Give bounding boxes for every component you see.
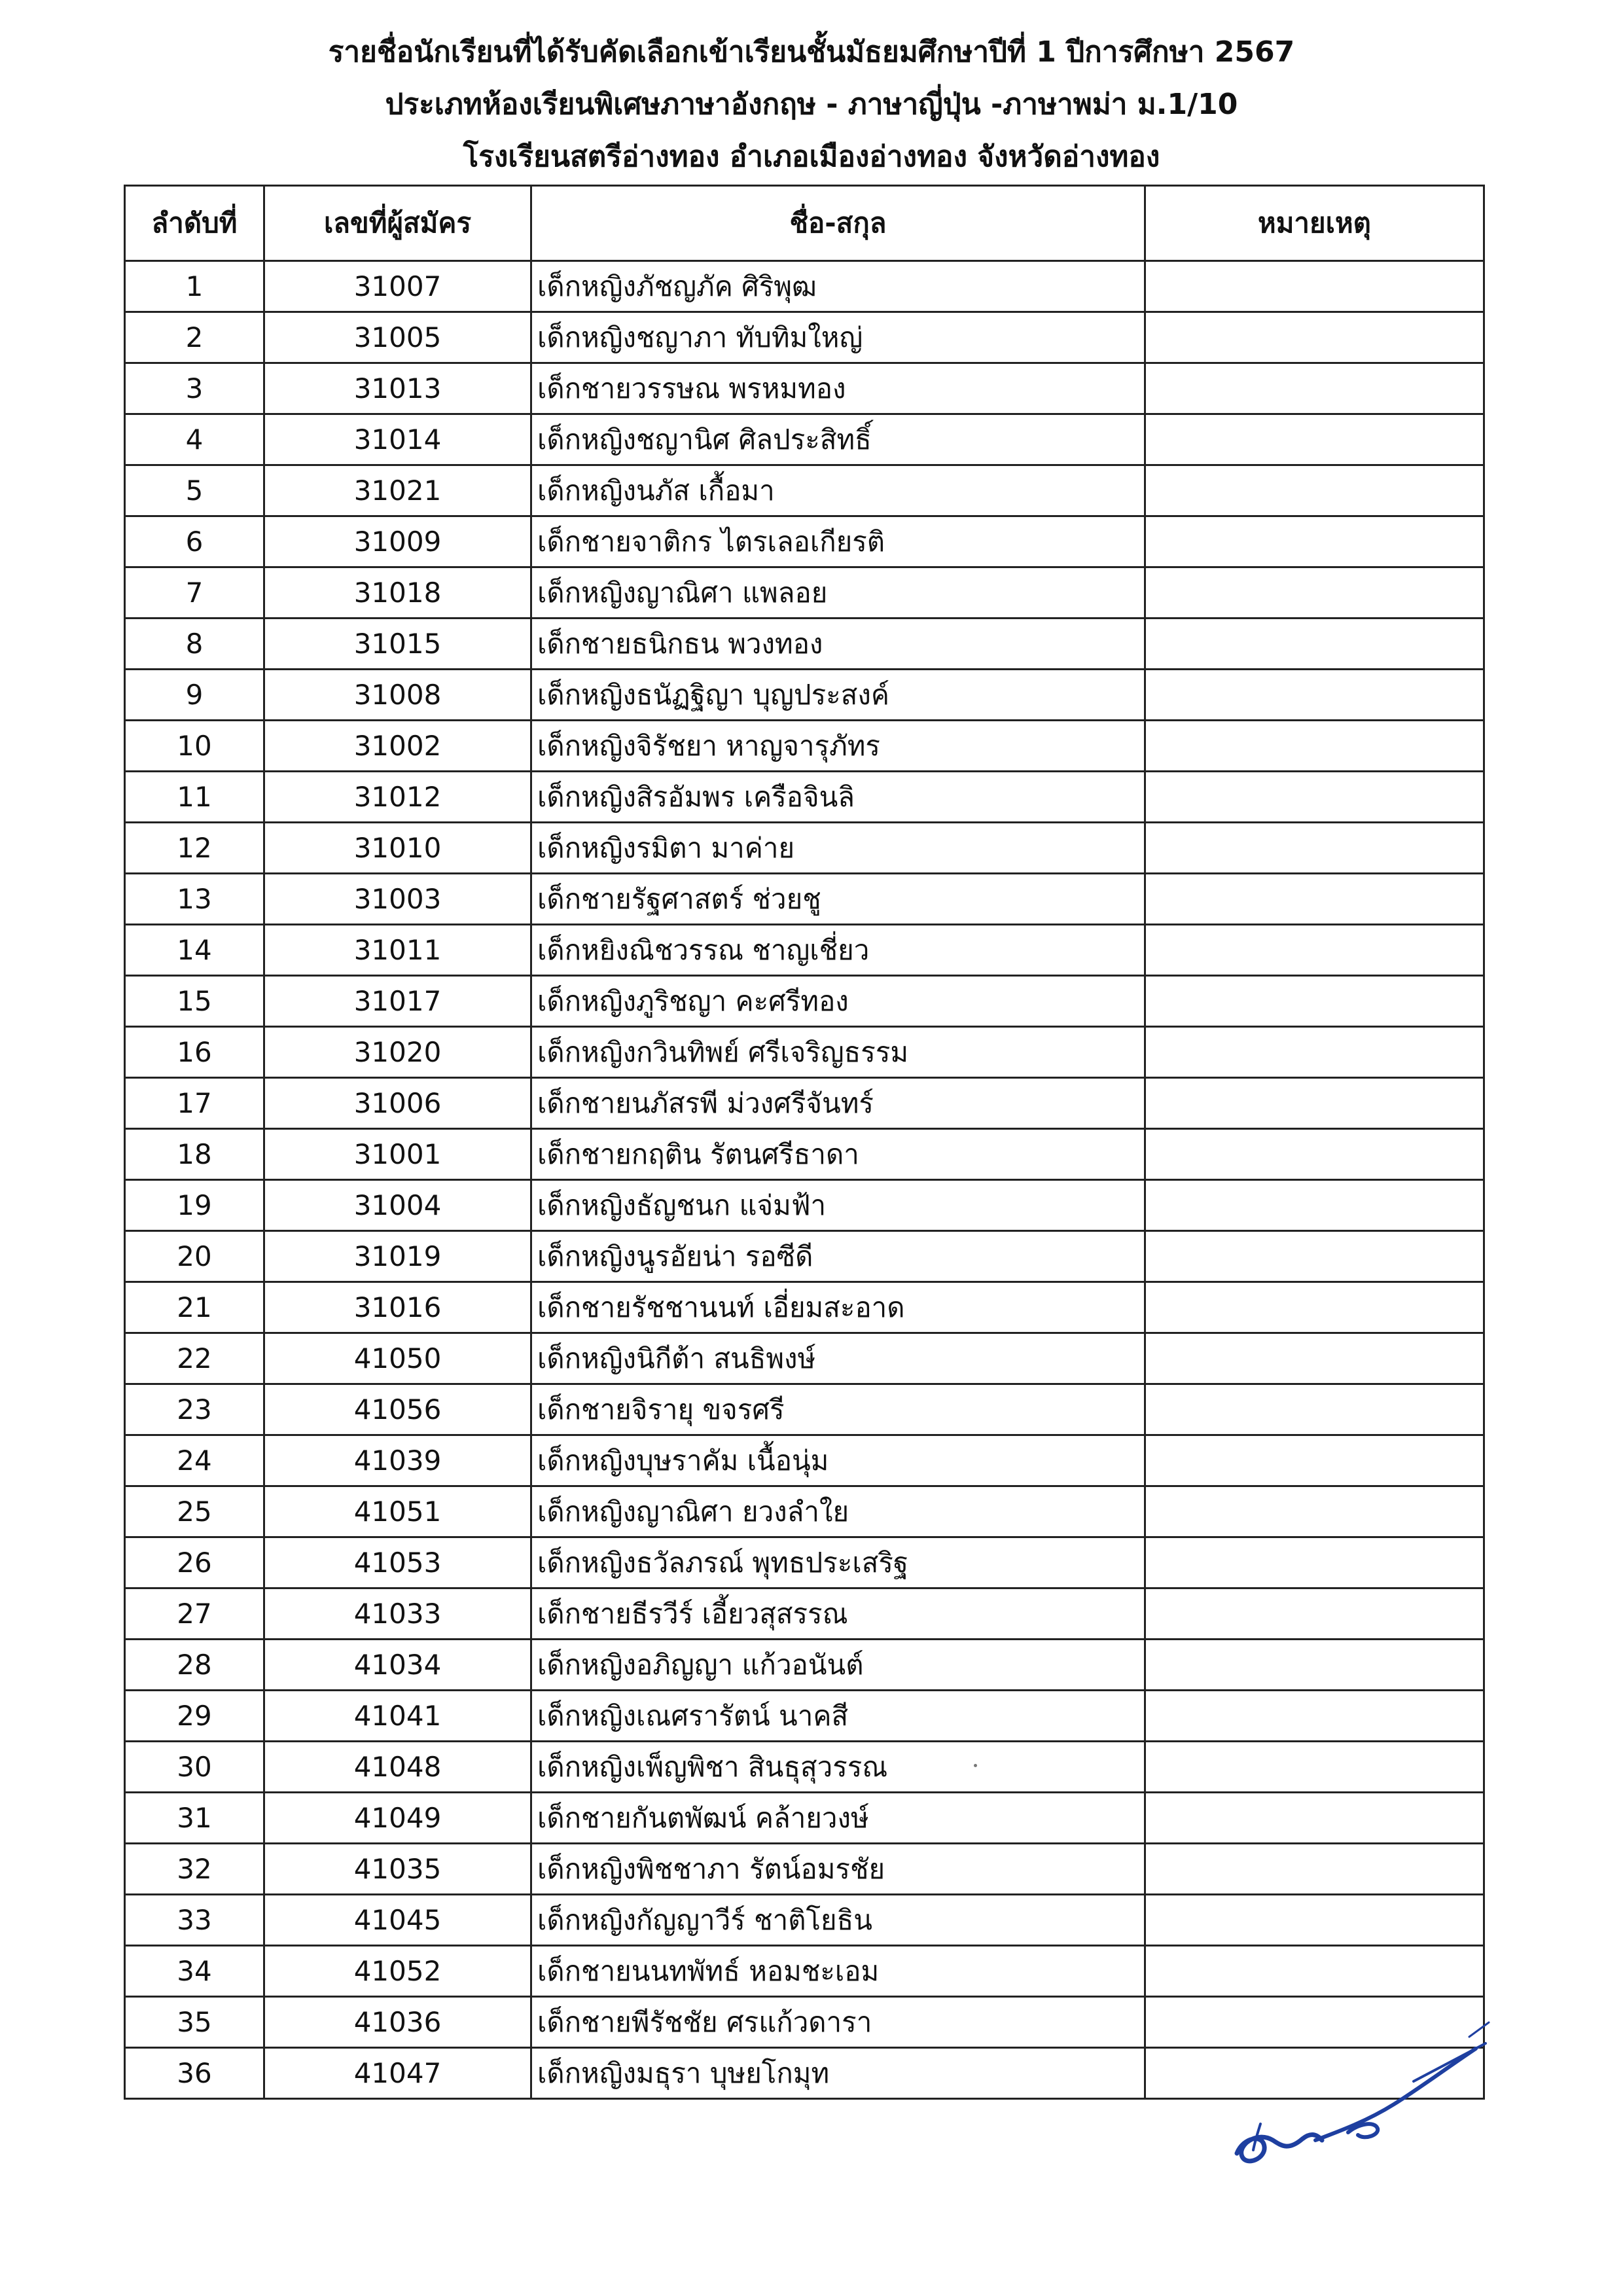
cell-full-name: เด็กชายจาติกร ไตรเลอเกียรติ (531, 516, 1145, 567)
cell-full-name: เด็กหญิงกวินทิพย์ ศรีเจริญธรรม (531, 1027, 1145, 1078)
cell-remarks (1145, 465, 1484, 516)
cell-applicant-number: 31002 (264, 721, 531, 772)
table-row (125, 721, 1484, 772)
cell-order: 9 (125, 670, 264, 721)
cell-remarks (1145, 1129, 1484, 1180)
cell-applicant-number: 31009 (264, 516, 531, 567)
cell-order: 35 (125, 1997, 264, 2048)
cell-remarks (1145, 1078, 1484, 1129)
cell-order: 6 (125, 516, 264, 567)
cell-full-name: เด็กหญิงนภัส เกื้อมา (531, 465, 1145, 516)
cell-full-name: เด็กหญิงพิชชาภา รัตน์อมรชัย (531, 1844, 1145, 1895)
cell-full-name: เด็กชายนนทพัทธ์ หอมชะเอม (531, 1946, 1145, 1997)
cell-full-name: เด็กหญิงธวัลภรณ์ พุทธประเสริฐ (531, 1537, 1145, 1588)
cell-full-name: เด็กชายรัชชานนท์ เอี่ยมสะอาด (531, 1282, 1145, 1333)
cell-full-name: เด็กหญิงญาณิศา ยวงลำใย (531, 1486, 1145, 1537)
cell-remarks (1145, 312, 1484, 363)
cell-order: 23 (125, 1384, 264, 1435)
cell-remarks (1145, 1180, 1484, 1231)
table-row (125, 1537, 1484, 1588)
cell-remarks (1145, 1333, 1484, 1384)
table-row (125, 1180, 1484, 1231)
cell-remarks (1145, 414, 1484, 465)
cell-full-name: เด็กหญิงนิกีต้า สนธิพงษ์ (531, 1333, 1145, 1384)
table-row (125, 976, 1484, 1027)
cell-remarks (1145, 1691, 1484, 1742)
cell-order: 36 (125, 2048, 264, 2099)
cell-order: 29 (125, 1691, 264, 1742)
table-row (125, 1844, 1484, 1895)
cell-applicant-number: 31018 (264, 567, 531, 619)
cell-order: 26 (125, 1537, 264, 1588)
table-row (125, 465, 1484, 516)
cell-applicant-number: 31019 (264, 1231, 531, 1282)
cell-applicant-number: 41035 (264, 1844, 531, 1895)
column-header-full-name: ชื่อ-สกุล (531, 186, 1145, 261)
cell-applicant-number: 41041 (264, 1691, 531, 1742)
cell-remarks (1145, 925, 1484, 976)
cell-order: 3 (125, 363, 264, 414)
table-row (125, 567, 1484, 619)
cell-full-name: เด็กชายธีรวีร์ เอี้ยวสุสรรณ (531, 1588, 1145, 1640)
cell-order: 30 (125, 1742, 264, 1793)
table-row (125, 874, 1484, 925)
cell-remarks (1145, 567, 1484, 619)
cell-order: 21 (125, 1282, 264, 1333)
cell-applicant-number: 41045 (264, 1895, 531, 1946)
cell-full-name: เด็กชายธนิกธน พวงทอง (531, 619, 1145, 670)
cell-remarks (1145, 516, 1484, 567)
cell-full-name: เด็กหญิงธัญชนก แจ่มฟ้า (531, 1180, 1145, 1231)
cell-remarks (1145, 363, 1484, 414)
cell-full-name: เด็กหญิงภูริชญา คะศรีทอง (531, 976, 1145, 1027)
cell-applicant-number: 31017 (264, 976, 531, 1027)
cell-applicant-number: 41039 (264, 1435, 531, 1486)
cell-remarks (1145, 1844, 1484, 1895)
header-title-line-1: รายชื่อนักเรียนที่ได้รับคัดเลือกเข้าเรียนชั้นมัธยมศึกษาปีที่ 1 ปีการศึกษา 2567 (328, 35, 1295, 69)
cell-applicant-number: 41049 (264, 1793, 531, 1844)
table-row (125, 414, 1484, 465)
cell-remarks (1145, 1435, 1484, 1486)
cell-applicant-number: 41051 (264, 1486, 531, 1537)
cell-applicant-number: 41056 (264, 1384, 531, 1435)
cell-order: 13 (125, 874, 264, 925)
table-row (125, 1282, 1484, 1333)
table-row (125, 1129, 1484, 1180)
cell-remarks (1145, 1027, 1484, 1078)
cell-remarks (1145, 1640, 1484, 1691)
cell-order: 2 (125, 312, 264, 363)
cell-order: 8 (125, 619, 264, 670)
cell-order: 22 (125, 1333, 264, 1384)
cell-applicant-number: 31006 (264, 1078, 531, 1129)
cell-applicant-number: 41052 (264, 1946, 531, 1997)
table-body (125, 261, 1484, 2099)
table-row (125, 312, 1484, 363)
cell-remarks (1145, 619, 1484, 670)
cell-applicant-number: 41034 (264, 1640, 531, 1691)
cell-order: 20 (125, 1231, 264, 1282)
cell-remarks (1145, 1282, 1484, 1333)
cell-order: 27 (125, 1588, 264, 1640)
cell-order: 5 (125, 465, 264, 516)
cell-full-name: เด็กหญิงบุษราคัม เนื้อนุ่ม (531, 1435, 1145, 1486)
cell-full-name: เด็กชายรัฐศาสตร์ ช่วยชู (531, 874, 1145, 925)
column-header-order: ลำดับที่ (125, 186, 264, 261)
table-row (125, 619, 1484, 670)
cell-applicant-number: 31011 (264, 925, 531, 976)
cell-order: 7 (125, 567, 264, 619)
cell-remarks (1145, 1384, 1484, 1435)
cell-applicant-number: 41048 (264, 1742, 531, 1793)
cell-remarks (1145, 1793, 1484, 1844)
cell-remarks (1145, 1588, 1484, 1640)
cell-applicant-number: 41033 (264, 1588, 531, 1640)
cell-order: 24 (125, 1435, 264, 1486)
scan-speck (974, 1764, 977, 1767)
cell-order: 31 (125, 1793, 264, 1844)
cell-full-name: เด็กหญิงสิรอัมพร เครือจินลิ (531, 772, 1145, 823)
cell-remarks (1145, 1537, 1484, 1588)
table-row (125, 1793, 1484, 1844)
cell-remarks (1145, 721, 1484, 772)
cell-order: 1 (125, 261, 264, 312)
cell-full-name: เด็กชายวรรษณ พรหมทอง (531, 363, 1145, 414)
cell-full-name: เด็กชายกันตพัฒน์ คล้ายวงษ์ (531, 1793, 1145, 1844)
student-roster-table (124, 185, 1485, 2100)
cell-full-name: เด็กหญิงธนัฏฐิญา บุญประสงค์ (531, 670, 1145, 721)
cell-remarks (1145, 670, 1484, 721)
cell-remarks (1145, 874, 1484, 925)
cell-applicant-number: 31016 (264, 1282, 531, 1333)
cell-applicant-number: 31013 (264, 363, 531, 414)
header-title-line-3: โรงเรียนสตรีอ่างทอง อำเภอเมืองอ่างทอง จังหวัดอ่างทอง (463, 140, 1160, 173)
cell-applicant-number: 31015 (264, 619, 531, 670)
table-row (125, 1895, 1484, 1946)
cell-remarks (1145, 1231, 1484, 1282)
cell-order: 14 (125, 925, 264, 976)
cell-order: 4 (125, 414, 264, 465)
cell-full-name: เด็กหญิงอภิญญา แก้วอนันต์ (531, 1640, 1145, 1691)
cell-full-name: เด็กหญิงกัญญาวีร์ ชาติโยธิน (531, 1895, 1145, 1946)
cell-order: 10 (125, 721, 264, 772)
cell-full-name: เด็กหญิงญาณิศา แพลอย (531, 567, 1145, 619)
cell-applicant-number: 31003 (264, 874, 531, 925)
cell-order: 16 (125, 1027, 264, 1078)
table-row (125, 1486, 1484, 1537)
cell-order: 34 (125, 1946, 264, 1997)
cell-remarks (1145, 1742, 1484, 1793)
cell-full-name: เด็กหยิงณิชวรรณ ชาญเชี่ยว (531, 925, 1145, 976)
cell-remarks (1145, 976, 1484, 1027)
table-row (125, 1078, 1484, 1129)
table-row (125, 670, 1484, 721)
cell-applicant-number: 41053 (264, 1537, 531, 1588)
cell-order: 12 (125, 823, 264, 874)
cell-order: 18 (125, 1129, 264, 1180)
cell-applicant-number: 41050 (264, 1333, 531, 1384)
column-header-applicant-number: เลขที่ผู้สมัคร (264, 186, 531, 261)
signature-mark (1217, 1983, 1492, 2179)
cell-remarks (1145, 823, 1484, 874)
cell-applicant-number: 31001 (264, 1129, 531, 1180)
cell-full-name: เด็กชายนภัสรพี ม่วงศรีจันทร์ (531, 1078, 1145, 1129)
table-row (125, 925, 1484, 976)
cell-order: 17 (125, 1078, 264, 1129)
cell-full-name: เด็กหญิงนูรอัยน่า รอซีดี (531, 1231, 1145, 1282)
cell-applicant-number: 31007 (264, 261, 531, 312)
table-row (125, 1384, 1484, 1435)
header-title-line-2: ประเภทห้องเรียนพิเศษภาษาอังกฤษ - ภาษาญี่ปุ่น -ภาษาพม่า ม.1/10 (385, 88, 1238, 121)
cell-applicant-number: 41047 (264, 2048, 531, 2099)
cell-full-name: เด็กหญิงมธุรา บุษยโกมุท (531, 2048, 1145, 2099)
cell-full-name: เด็กหญิงชญาภา ทับทิมใหญ่ (531, 312, 1145, 363)
cell-remarks (1145, 772, 1484, 823)
cell-applicant-number: 31012 (264, 772, 531, 823)
table-row (125, 1691, 1484, 1742)
cell-applicant-number: 31008 (264, 670, 531, 721)
cell-order: 28 (125, 1640, 264, 1691)
table-row (125, 1588, 1484, 1640)
cell-full-name: เด็กชายจิรายุ ขจรศรี (531, 1384, 1145, 1435)
cell-applicant-number: 31020 (264, 1027, 531, 1078)
cell-applicant-number: 31010 (264, 823, 531, 874)
table-row (125, 1231, 1484, 1282)
cell-remarks (1145, 1895, 1484, 1946)
table-row (125, 516, 1484, 567)
cell-applicant-number: 31004 (264, 1180, 531, 1231)
cell-applicant-number: 31005 (264, 312, 531, 363)
cell-applicant-number: 31021 (264, 465, 531, 516)
cell-order: 19 (125, 1180, 264, 1231)
table-row (125, 1333, 1484, 1384)
cell-order: 15 (125, 976, 264, 1027)
cell-applicant-number: 41036 (264, 1997, 531, 2048)
cell-order: 32 (125, 1844, 264, 1895)
cell-full-name: เด็กหญิงเพ็ญพิชา สินธุสุวรรณ (531, 1742, 1145, 1793)
table-row (125, 772, 1484, 823)
cell-full-name: เด็กหญิงรมิตา มาค่าย (531, 823, 1145, 874)
cell-order: 33 (125, 1895, 264, 1946)
cell-remarks (1145, 261, 1484, 312)
cell-order: 11 (125, 772, 264, 823)
cell-full-name: เด็กชายกฤติน รัตนศรีธาดา (531, 1129, 1145, 1180)
table-row (125, 261, 1484, 312)
document-header (0, 26, 1623, 183)
table-row (125, 363, 1484, 414)
table-row (125, 823, 1484, 874)
cell-full-name: เด็กหญิงเณศรารัตน์ นาคสี (531, 1691, 1145, 1742)
cell-full-name: เด็กหญิงจิรัชยา หาญจารุภัทร (531, 721, 1145, 772)
cell-full-name: เด็กหญิงภัชญภัค ศิริพุฒ (531, 261, 1145, 312)
column-header-remarks: หมายเหตุ (1145, 186, 1484, 261)
table-row (125, 1640, 1484, 1691)
cell-order: 25 (125, 1486, 264, 1537)
cell-applicant-number: 31014 (264, 414, 531, 465)
cell-remarks (1145, 1486, 1484, 1537)
cell-full-name: เด็กหญิงชญานิศ ศิลประสิทธิ์ (531, 414, 1145, 465)
table-row (125, 1027, 1484, 1078)
cell-full-name: เด็กชายพีรัชชัย ศรแก้วดารา (531, 1997, 1145, 2048)
table-row (125, 1435, 1484, 1486)
table-header-row (125, 186, 1484, 261)
table-row (125, 1742, 1484, 1793)
